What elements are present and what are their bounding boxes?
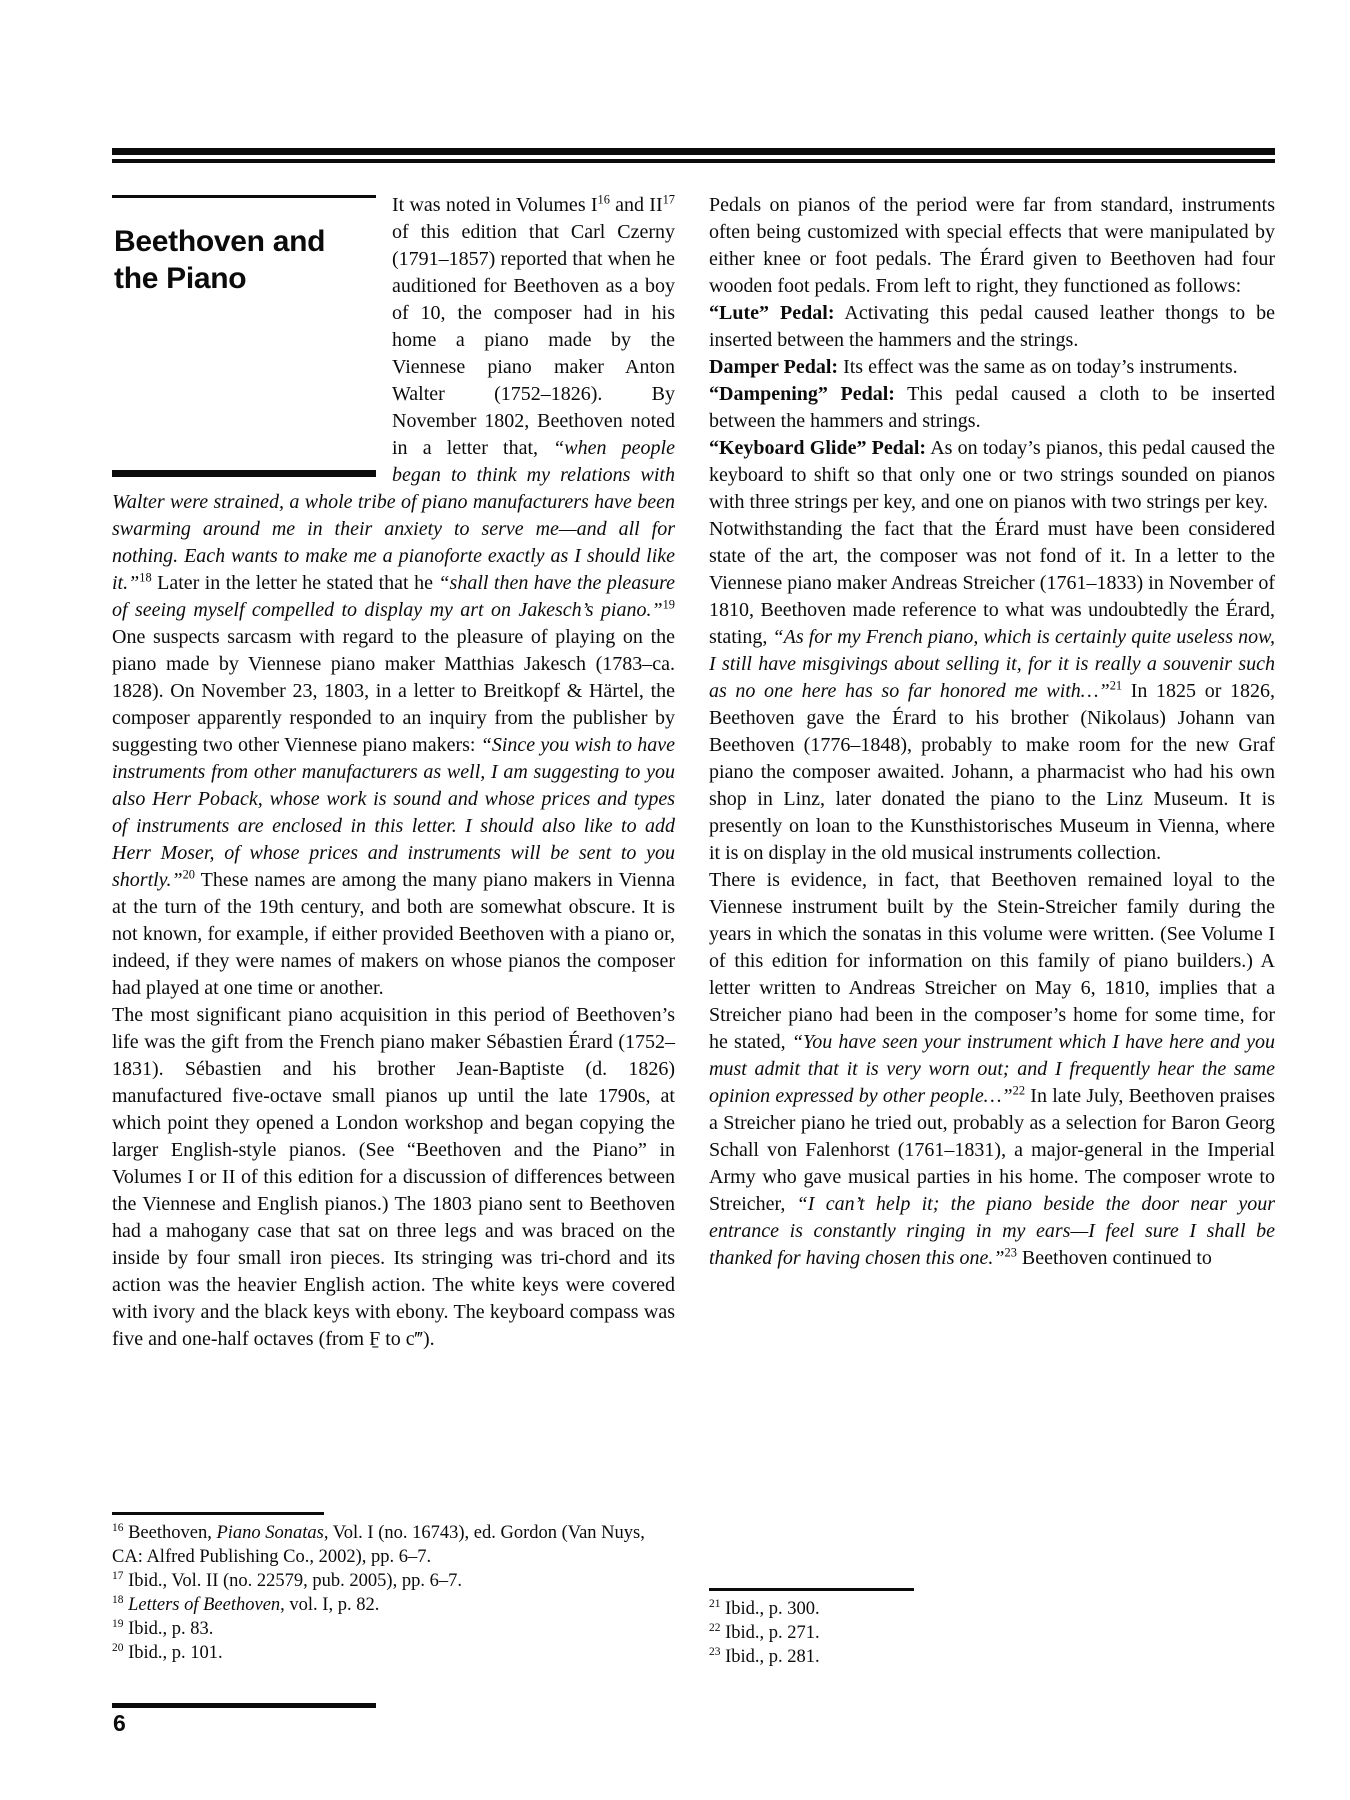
footnotes-right [709, 1588, 1275, 1669]
text-segment: The most significant piano acquisition in this period of Beethoven’s life was the gift from the French piano maker Sébastien Érard (1752–1831). Sébastien and his brother Jean-Baptiste (d. 1826) manufactured five-octave small pianos up until the late 1790s, at which point they opened a London workshop and began copying the larger English-style pianos. (See “Beethoven and the Piano” in Volumes I or II of this edition for a discussion of differences between the Viennese and English pianos.) The 1803 piano sent to Beethoven had a mahogany case that sat on three legs and was braced on the inside by four small iron pieces. Its stringing was tri-chord and its action was the heavier English action. The white keys were covered with ivory and the black keys with ebony. The keyboard compass was five and one-half octaves (from F̱ to c‴). [112, 1004, 675, 1350]
paragraph-streicher-loyalty [709, 867, 1275, 1272]
title-rule-top [112, 195, 376, 198]
pedal-label: “Keyboard Glide” Pedal: [709, 437, 927, 459]
footnote-rule-left [112, 1512, 324, 1515]
footnote-ref: 16 [597, 192, 610, 207]
text-segment: “I can’t help it; the piano beside the door near your entrance is constantly ringing in my ears—I feel sure I shall be thanked for having chosen this one.” [709, 1193, 1275, 1269]
footnote [112, 1641, 675, 1665]
header-double-rule-thick [112, 148, 1275, 155]
footnote [112, 1569, 675, 1593]
footnote-ref: 18 [112, 1593, 124, 1606]
text-segment: In 1825 or 1826, Beethoven gave the Érard to his brother (Nikolaus) Johann van Beethoven (1776–1848), probably to make room for the new Graf piano the composer awaited. Johann, a pharmacist who had his own shop in Linz, later donated the piano to the Linz Museum. It is presently on loan to the Kunsthistorisches Museum in Vienna, where it is on display in the old musical instruments collection. [709, 680, 1275, 864]
text-segment: “shall then have the pleasure of seeing myself compelled to display my art on Jakesch’s piano.” [112, 572, 676, 621]
text-segment: Pedals on pianos of the period were far from standard, instruments often being customized with special effects that were manipulated by either knee or foot pedals. The Érard given to Beethoven had four wooden foot pedals. From left to right, they functioned as follows: [709, 194, 1275, 297]
paragraph-erard-opinion [709, 516, 1275, 867]
pedal-entry [709, 354, 1275, 381]
text-segment: “You have seen your instrument which I have here and you must admit that it is very worn out; and I frequently hear the same opinion expressed by other people…” [709, 1031, 1275, 1107]
footnote-ref: 23 [709, 1645, 721, 1658]
footnote-ref: 22 [1012, 1083, 1026, 1098]
footnote-ref: 23 [1004, 1245, 1017, 1260]
text-segment: Ibid., p. 101. [123, 1643, 223, 1663]
left-column [112, 192, 675, 1353]
pedal-label: “Dampening” Pedal: [709, 383, 895, 405]
text-segment: Later in the letter he stated that he [151, 572, 439, 594]
footnote [112, 1617, 675, 1641]
pedal-label: Damper Pedal: [709, 356, 839, 378]
text-segment: Ibid., Vol. II (no. 22579, pub. 2005), pp. 6–7. [123, 1571, 462, 1591]
pedal-label: “Lute” Pedal: [709, 302, 835, 324]
text-segment: and II [609, 194, 663, 216]
pedal-list [709, 300, 1275, 516]
pedal-description: As on today’s pianos, this pedal caused the keyboard to shift so that only one or two strings sounded on pianos with three strings per key, and one on pianos with two strings per key. [709, 437, 1275, 513]
text-segment: “Since you wish to have instruments from other manufacturers as well, I am suggesting to you also Herr Poback, whose work is sound and whose prices and types of instruments are enclosed in this letter. I should also like to add Herr Moser, of whose prices and instruments will be sent to you shortly.” [112, 734, 675, 891]
footnote-ref: 21 [1109, 678, 1123, 693]
text-segment: Ibid., p. 281. [720, 1647, 820, 1667]
footnote-ref: 19 [112, 1617, 124, 1630]
footnote-ref: 20 [182, 867, 195, 882]
pedal-description: This pedal caused a cloth to be inserted between the hammers and strings. [709, 383, 1276, 432]
footnote-rule-right [709, 1588, 914, 1591]
page-title-line2: the Piano [114, 262, 247, 295]
footnotes-left [112, 1512, 675, 1665]
text-segment: , vol. I, p. 82. [280, 1595, 380, 1615]
pedal-entry [709, 435, 1275, 516]
text-segment: Beethoven continued to [1016, 1247, 1212, 1269]
footnote [709, 1597, 1275, 1621]
text-segment: One suspects sarcasm with regard to the pleasure of playing on the piano made by Viennese piano maker Matthias Jakesch (1783–ca. 1828). On November 23, 1803, in a letter to Breitkopf & Härtel, the composer apparently responded to an inquiry from the publisher by suggesting two other Viennese piano makers: [112, 626, 675, 756]
text-segment: “As for my French piano, which is certainly quite useless now, I still have misgivings about selling it, for it is really a souvenir such as no one here has so far honored me with…” [709, 626, 1275, 702]
text-segment: It was noted in Volumes I [392, 194, 598, 216]
pedal-entry [709, 300, 1275, 354]
text-segment: “when people began to think my relations with Walter were strained, a whole tribe of piano manufacturers have been swarming around me in their anxiety to serve me—and all for nothing. Each wants to make me a pianoforte exactly as I should like it.” [112, 437, 675, 594]
paragraph-erard-gift [112, 1002, 675, 1353]
text-segment: of this edition that Carl Czerny (1791–1857) reported that when he auditioned for Beethoven as a boy of 10, the composer had in his home a piano made by the Viennese piano maker Anton Walter (1752–1826). By November 1802, Beethoven noted in a letter that, [392, 221, 675, 459]
text-segment: Beethoven, [123, 1523, 217, 1543]
text-segment: Ibid., p. 271. [720, 1623, 820, 1643]
text-segment: Piano Sonatas [216, 1523, 324, 1543]
page-title-line1: Beethoven and [114, 225, 326, 258]
footnote-ref: 17 [662, 192, 675, 207]
pedal-description: Its effect was the same as on today’s instruments. [838, 356, 1238, 378]
right-column [709, 192, 1275, 1272]
text-segment: Letters of Beethoven [128, 1595, 281, 1615]
text-segment: Ibid., p. 300. [720, 1599, 820, 1619]
footnote-ref: 19 [662, 597, 675, 612]
footnote [709, 1621, 1275, 1645]
footnote-list-left [112, 1521, 675, 1665]
footer-rule [112, 1703, 376, 1708]
text-segment: Notwithstanding the fact that the Érard must have been considered state of the art, the composer was not fond of it. In a letter to the Viennese piano maker Andreas Streicher (1761–1833) in November of 1810, Beethoven made reference to what was undoubtedly the Érard, stating, [709, 518, 1275, 648]
text-segment: There is evidence, in fact, that Beethoven remained loyal to the Viennese instrument built by the Stein-Streicher family during the years in which the sonatas in this volume were written. (See Volume I of this edition for information on this family of piano builders.) A letter written to Andreas Streicher on May 6, 1810, implies that a Streicher piano had been in the composer’s home for some time, for he stated, [709, 869, 1275, 1053]
pedal-entry [709, 381, 1275, 435]
text-segment: Ibid., p. 83. [123, 1619, 214, 1639]
footnote-ref: 17 [112, 1569, 124, 1582]
title-rule-bottom [112, 470, 376, 477]
paragraph-pedals-intro [709, 192, 1275, 300]
footnote-ref: 21 [709, 1597, 721, 1610]
header-double-rule-thin [112, 159, 1275, 163]
pedal-description: Activating this pedal caused leather thongs to be inserted between the hammers and the strings. [709, 302, 1275, 351]
text-segment: In late July, Beethoven praises a Streicher piano he tried out, probably as a selection for Baron Georg Schall von Falenhorst (1761–1831), a major-general in the Imperial Army who gave musical parties in his home. The composer wrote to Streicher, [709, 1085, 1275, 1215]
section-title-box [112, 195, 392, 477]
text-segment: , Vol. I (no. 16743), ed. Gordon (Van Nuys, CA: Alfred Publishing Co., 2002), pp. 6–7. [112, 1523, 645, 1567]
footnote-ref: 18 [139, 570, 152, 585]
footnote-ref: 20 [112, 1641, 124, 1654]
page-title [114, 223, 392, 297]
footnote-list-right [709, 1597, 1275, 1669]
footnote-ref: 22 [709, 1621, 721, 1634]
page-number: 6 [113, 1710, 126, 1736]
footnote-ref: 16 [112, 1521, 124, 1534]
text-segment: These names are among the many piano makers in Vienna at the turn of the 19th century, and both are somewhat obscure. It is not known, for example, if either provided Beethoven with a piano or, indeed, if they were names of makers on whose pianos the composer had played at one time or another. [112, 869, 675, 999]
footnote [709, 1645, 1275, 1669]
footnote [112, 1521, 675, 1569]
footnote [112, 1593, 675, 1617]
